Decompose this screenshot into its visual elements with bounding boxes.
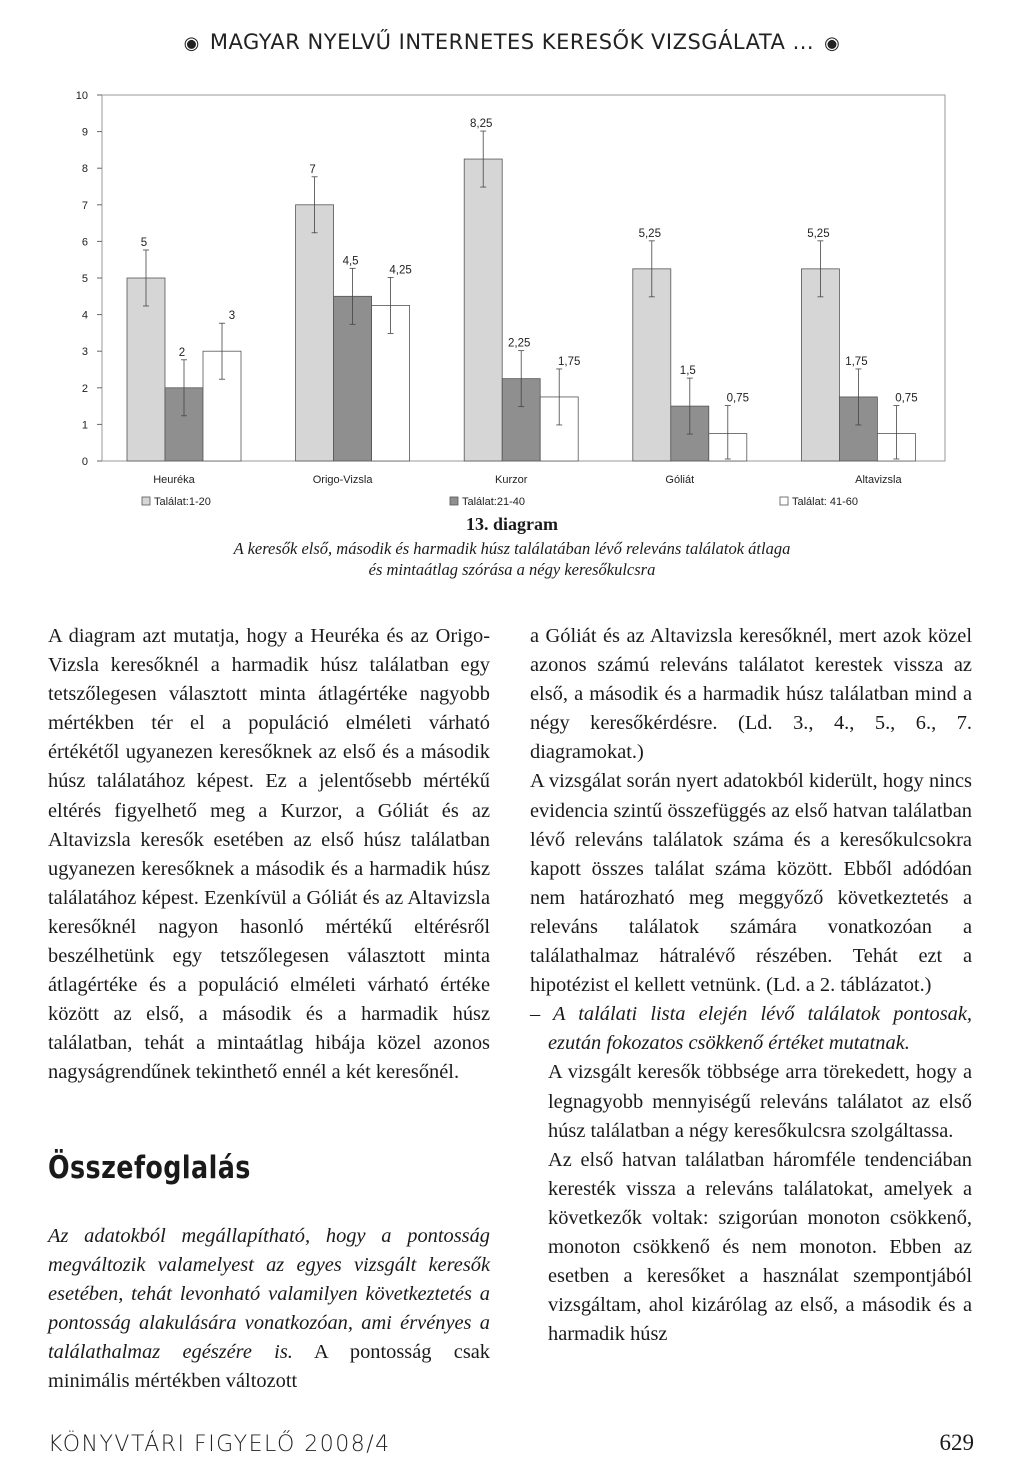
- data-label: 1,5: [679, 365, 696, 378]
- y-tick-label: 0: [81, 456, 88, 468]
- summary-regular-text: A pontosság csak minimális mértékben változott: [48, 1341, 490, 1393]
- page-number: 629: [939, 1430, 974, 1455]
- data-label: 7: [309, 163, 316, 176]
- diagram-caption-line: és mintaátlag szórása a négy keresőkulcsra: [368, 560, 656, 579]
- bar: [464, 159, 502, 461]
- legend-label: Találat:21-40: [462, 496, 525, 508]
- bar: [801, 269, 839, 461]
- data-label: 2,25: [508, 337, 531, 350]
- data-label: 0,75: [895, 392, 918, 405]
- y-tick-label: 8: [81, 163, 88, 176]
- bar-chart: [60, 80, 960, 520]
- body-paragraph: a Góliát és az Altavizsla keresőknél, mert azok közel azonos számú releváns találatot kerestek vissza az első, a második és a harmadik húsz találatban mind a négy keresőkérdésre. (Ld. 3., 4., 5., 6., 7. diagramokat.): [530, 625, 972, 764]
- summary-paragraph: [48, 1222, 490, 1397]
- eye-ornament-icon: ◉: [183, 33, 200, 54]
- data-label: 1,75: [558, 355, 581, 368]
- y-tick-label: 3: [81, 346, 88, 359]
- legend-swatch: [142, 497, 150, 505]
- summary-italic-text: Az adatokból megállapítható, hogy a pontosság megváltozik valamelyest az egyes vizsgált keresők esetében, tehát levonható valamilyen következtetés a pontosság alakulására vonatkozóan, ami érvényes a találathalmaz egészére is.: [48, 1225, 490, 1364]
- body-paragraph: A vizsgált keresők többsége arra törekedett, hogy a legnagyobb mennyiségű releváns találatot az első húsz találatban a négy keresőkulcsra szolgáltassa.: [548, 1061, 972, 1142]
- data-label: 5: [140, 237, 148, 249]
- data-label: 3: [228, 310, 236, 323]
- right-column: [530, 622, 972, 1349]
- y-tick-label: 9: [81, 126, 88, 139]
- category-label: Origo-Vizsla: [312, 474, 373, 486]
- data-label: 5,25: [807, 227, 830, 240]
- category-label: Heuréka: [153, 474, 195, 486]
- data-label: 1,75: [845, 355, 868, 368]
- category-label: Góliát: [665, 474, 695, 486]
- y-tick-label: 2: [81, 382, 88, 395]
- y-tick-label: 10: [75, 90, 88, 102]
- footer-journal-title: KÖNYVTÁRI FIGYELŐ 2008/4: [48, 1432, 391, 1457]
- data-label: 8,25: [470, 118, 493, 131]
- y-tick-label: 4: [81, 309, 88, 322]
- running-header: [0, 30, 1024, 54]
- y-tick-label: 6: [81, 236, 88, 249]
- diagram-caption-title: 13. diagram: [466, 514, 558, 534]
- category-label: Kurzor: [494, 474, 528, 486]
- legend-swatch: [450, 497, 458, 505]
- running-header-title: MAGYAR NYELVŰ INTERNETES KERESŐK VIZSGÁLATA ...: [209, 30, 815, 54]
- y-tick-label: 1: [81, 419, 88, 432]
- body-paragraph: Az első hatvan találatban háromféle tendenciában keresték vissza a releváns találatokat, amelyek a következők voltak: szigorúan monoton csökkenő, monoton csökkenő és nem monoton. Ebben az esetben a keresőket a használat szempontjából vizsgáltam, ahol kizárólag az első, a második és a harmadik húsz: [548, 1148, 972, 1346]
- data-label: 0,75: [726, 392, 749, 405]
- left-column: [48, 622, 490, 1088]
- y-tick-label: 7: [81, 199, 88, 212]
- hypothesis-paragraph: – A találati lista elején lévő találatok pontosak, ezután fokozatos csökkenő értéket mutatnak.: [530, 1003, 972, 1055]
- data-label: 4,5: [342, 255, 359, 268]
- category-label: Altavizsla: [855, 474, 902, 486]
- diagram-caption-line: A keresők első, második és harmadik húsz találatában lévő releváns találatok átlaga: [233, 539, 791, 558]
- bar: [296, 205, 334, 461]
- bar: [633, 269, 671, 461]
- legend-label: Találat:1-20: [154, 496, 211, 508]
- data-label: 5,25: [638, 227, 661, 240]
- legend-swatch: [780, 497, 788, 505]
- data-label: 4,25: [389, 264, 412, 277]
- data-label: 2: [178, 346, 186, 359]
- y-tick-label: 5: [81, 273, 88, 285]
- legend-label: Találat: 41-60: [792, 496, 859, 508]
- diagram-caption-text: [0, 538, 1024, 580]
- section-heading: Összefoglalás: [48, 1150, 251, 1186]
- body-paragraph: A vizsgálat során nyert adatokból kiderült, hogy nincs evidencia szintű összefüggés az első hatvan találatban lévő releváns találatok száma és a keresőkulcsokra kapott összes találat száma között. Ebből adódóan nem határozható meg meggyőző következtetés a releváns találatok számára vonatkozóan a találathalmaz hátralévő részében. Tehát ezt a hipotézist el kellett vetnünk. (Ld. a 2. táblázatot.): [530, 770, 972, 997]
- eye-ornament-icon: ◉: [824, 33, 841, 54]
- body-paragraph: A diagram azt mutatja, hogy a Heuréka és az Origo-Vizsla keresőknél a harmadik húsz találatban egy tetszőlegesen választott minta átlagértéke nagyobb mértékben tér el a populáció elméleti várható értékétől ugyanezen keresőknek az első és a második húsz találatához képest. Ez a jelentősebb mértékű eltérés figyelhető meg a Kurzor, a Góliát és az Altavizsla keresők esetében az első húsz találatban ugyanezen keresőknek a második és a harmadik húsz találatához képest. Ezenkívül a Góliát és az Altavizsla keresőknél nagyon hasonló mértékű eltérésről beszélhetünk egy tetszőlegesen választott minta átlagértéke és a populáció elméleti várható értéke között az első, a második és a harmadik húsz találatban, tehát a mintaátlag hibája közel azonos nagyságrendűnek tekinthető ennél a két keresőnél.: [48, 625, 490, 1084]
